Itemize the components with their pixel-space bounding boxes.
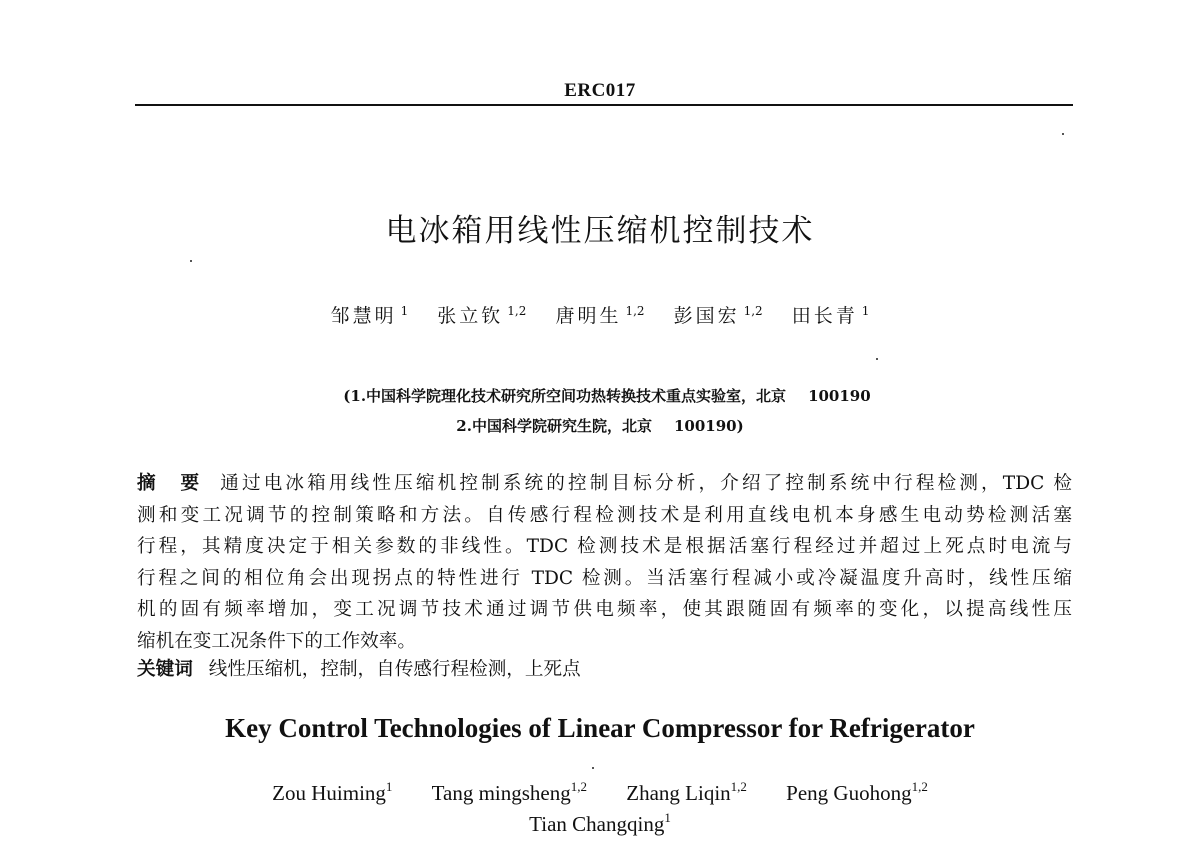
author-affiliation-mark: 1 <box>385 779 393 794</box>
paper-title-cn: 电冰箱用线性压缩机控制技术 <box>385 213 815 249</box>
abstract-line <box>137 468 1072 500</box>
abstract-line: 行程，其精度决定于相关参数的非线性。TDC 检测技术是根据活塞行程经过并超过上死点时电流与 <box>137 536 1072 557</box>
author-list-en-line2 <box>0 810 1200 837</box>
abstract-line: 行程之间的相位角会出现拐点的特性进行 TDC 检测。当活塞行程减小或冷凝温度升高时，线性压缩 <box>137 567 1072 589</box>
author-affiliation-mark: 1 <box>664 810 671 825</box>
postal-code: 100190) <box>673 417 744 435</box>
author-cn <box>437 305 526 327</box>
author-name: Peng Guohong <box>786 781 912 805</box>
keywords <box>137 655 1072 681</box>
author-affiliation-mark: 1,2 <box>911 779 928 794</box>
abstract <box>137 468 1072 657</box>
author-name: Zou Huiming <box>272 781 386 805</box>
abstract-label: 摘 要 <box>137 473 203 494</box>
author-name: 邹慧明 <box>330 305 397 327</box>
author-cn <box>674 305 763 327</box>
author-name: 唐明生 <box>555 305 622 327</box>
author-cn <box>555 305 644 327</box>
author-affiliation-mark: 1,2 <box>507 304 527 318</box>
header-rule <box>135 104 1073 106</box>
author-en <box>272 781 392 805</box>
author-affiliation-mark: 1,2 <box>625 304 645 318</box>
scan-speck <box>190 260 192 262</box>
keywords-text: 线性压缩机，控制，自传感行程检测，上死点 <box>208 659 581 680</box>
author-name: Zhang Liqin <box>626 781 731 805</box>
abstract-line: 测和变工况调节的控制策略和方法。自传感行程检测技术是利用直线电机本身感生电动势检测活塞 <box>137 504 1072 526</box>
affiliation-2 <box>0 415 1200 436</box>
author-name: Tian Changqing <box>529 812 665 836</box>
author-en <box>626 781 747 805</box>
author-affiliation-mark: 1,2 <box>570 779 588 794</box>
author-affiliation-mark: 1 <box>861 304 870 318</box>
affiliation-1 <box>0 385 1200 406</box>
author-name: 彭国宏 <box>673 305 740 327</box>
author-cn <box>331 305 409 327</box>
author-name: Tang mingsheng <box>431 781 571 805</box>
abstract-text: 通过电冰箱用线性压缩机控制系统的控制目标分析，介绍了控制系统中行程检测，TDC 检 <box>220 473 1072 494</box>
author-name: 张立钦 <box>437 305 504 327</box>
abstract-line: 缩机在变工况条件下的工作效率。 <box>137 630 416 652</box>
author-name: 田长青 <box>791 305 858 327</box>
paper-title-en: Key Control Technologies of Linear Compressor for Refrigerator <box>225 713 975 743</box>
author-affiliation-mark: 1,2 <box>743 304 763 318</box>
scan-speck <box>876 358 878 360</box>
author-affiliation-mark: 1 <box>400 304 409 318</box>
keywords-label: 关键词 <box>137 659 193 680</box>
document-code: ERC017 <box>564 80 636 101</box>
scan-speck <box>1062 133 1064 135</box>
author-affiliation-mark: 1,2 <box>730 779 747 794</box>
author-list-cn <box>0 301 1200 328</box>
author-list-en <box>0 779 1200 806</box>
author-en <box>786 781 928 805</box>
scan-speck <box>592 767 594 769</box>
affiliation-text: (1.中国科学院理化技术研究所空间功热转换技术重点实验室，北京 <box>343 387 787 405</box>
affiliation-text: 2.中国科学院研究生院，北京 <box>456 417 652 435</box>
author-en <box>432 781 587 805</box>
postal-code: 100190 <box>808 387 871 405</box>
abstract-line: 机的固有频率增加，变工况调节技术通过调节供电频率，使其跟随固有频率的变化，以提高线性压 <box>137 599 1072 620</box>
author-cn <box>792 305 870 327</box>
